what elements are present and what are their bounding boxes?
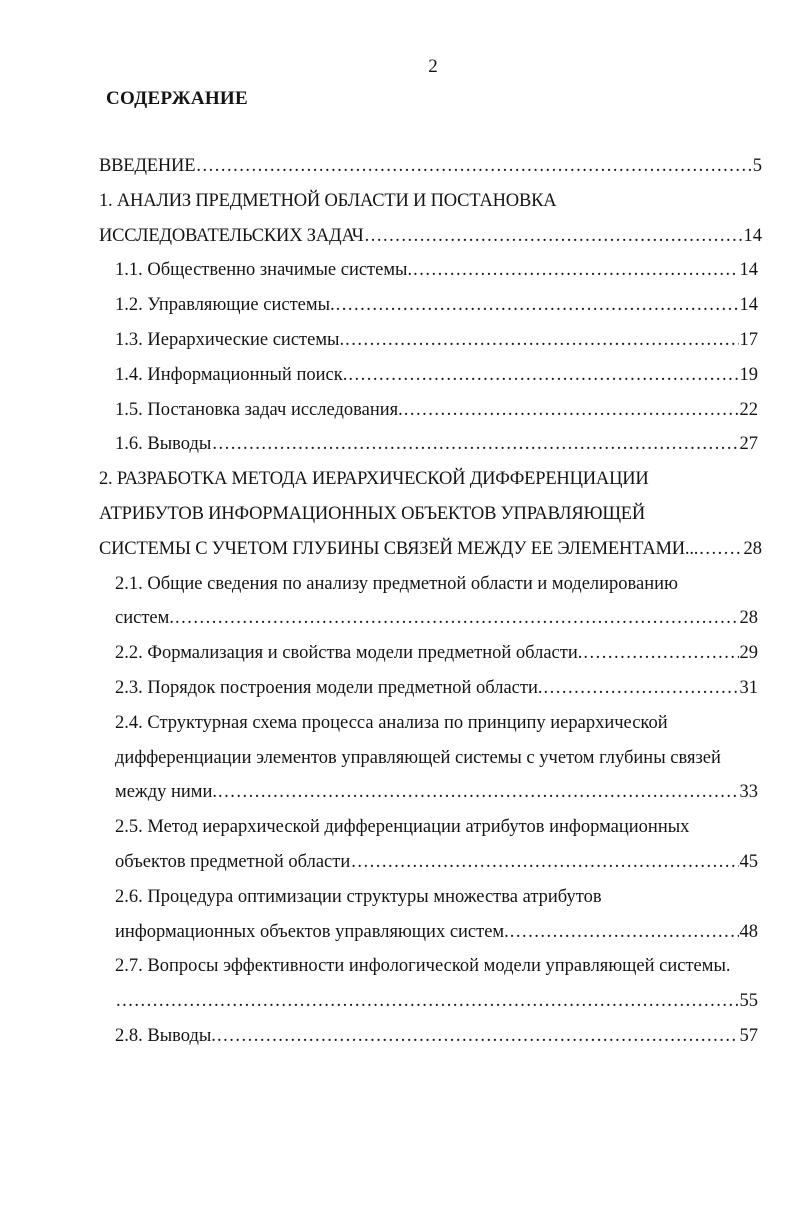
toc-entry-text: 2.8. Выводы. [115, 1025, 216, 1046]
page-number: 2 [428, 56, 438, 77]
toc-entry-text: 2.1. Общие сведения по анализу предметной области и моделированию [115, 573, 678, 594]
toc-entry-text: 2.4. Структурная схема процесса анализа по принципу иерархической [115, 712, 668, 733]
toc-page-number: 17 [739, 329, 758, 350]
toc-page-number: 31 [739, 677, 758, 698]
dot-leader [116, 984, 739, 1019]
toc-entry-text: ВВЕДЕНИЕ [99, 156, 196, 176]
dot-leader [175, 601, 739, 636]
toc-page-number: 55 [739, 991, 758, 1012]
dot-leader [218, 775, 738, 810]
toc-entry-text: между ними. [115, 782, 218, 803]
toc-entry[interactable] [0, 671, 799, 706]
toc-page-number: 5 [752, 156, 762, 176]
toc-entry[interactable] [0, 880, 799, 950]
dot-leader [413, 253, 738, 288]
toc-entry-text: 1.2. Управляющие системы. [115, 295, 335, 316]
toc-entry-text: дифференциации элементов управляющей системы с учетом глубины связей [115, 747, 721, 768]
dot-leader [351, 845, 738, 880]
dot-leader [217, 1019, 739, 1054]
toc-page-number: 29 [739, 643, 758, 664]
toc-entry[interactable] [0, 706, 799, 810]
toc-entry[interactable] [0, 427, 799, 462]
toc-page-number: 45 [739, 851, 758, 872]
dot-leader [336, 288, 739, 323]
toc-entry-text: 2.6. Процедура оптимизации структуры множества атрибутов [115, 886, 602, 907]
table-of-contents [0, 149, 799, 1054]
toc-entry[interactable] [0, 1019, 799, 1054]
toc-entry[interactable] [0, 358, 799, 393]
toc-entry-text: 2.3. Порядок построения модели предметной области. [115, 677, 543, 698]
toc-entry-text: ИССЛЕДОВАТЕЛЬСКИХ ЗАДАЧ [99, 225, 364, 246]
dot-leader [583, 636, 738, 671]
dot-leader [212, 427, 738, 462]
dot-leader [345, 323, 738, 358]
toc-entry-text: СИСТЕМЫ С УЧЕТОМ ГЛУБИНЫ СВЯЗЕЙ МЕЖДУ ЕЕ ЭЛЕМЕНТАМИ... [99, 538, 699, 559]
toc-entry[interactable] [0, 149, 799, 184]
toc-entry[interactable] [0, 636, 799, 671]
toc-entry[interactable] [0, 949, 799, 1019]
dot-leader [196, 149, 751, 184]
toc-page-number: 28 [739, 608, 758, 629]
toc-page-number: 14 [743, 225, 762, 246]
toc-entry[interactable] [0, 288, 799, 323]
toc-entry-text: информационных объектов управляющих систем. [115, 921, 509, 942]
toc-entry-text: 2.5. Метод иерархической дифференциации атрибутов информационных [115, 817, 690, 838]
dot-leader [348, 358, 738, 393]
toc-entry-text: 1.3. Иерархические системы. [115, 329, 345, 350]
dot-leader [544, 671, 739, 706]
toc-title: СОДЕРЖАНИЕ [106, 88, 248, 109]
toc-page-number: 22 [739, 399, 758, 420]
toc-entry[interactable] [0, 393, 799, 428]
toc-entry[interactable] [0, 567, 799, 637]
toc-entry-text: 2. РАЗРАБОТКА МЕТОДА ИЕРАРХИЧЕСКОЙ ДИФФЕРЕНЦИАЦИИ [99, 469, 649, 490]
toc-page-number: 14 [739, 260, 758, 281]
toc-entry-text: систем. [115, 608, 174, 629]
toc-entry-text: 2.2. Формализация и свойства модели предметной области. [115, 643, 583, 664]
dot-leader [510, 915, 739, 950]
toc-entry-text: 1. АНАЛИЗ ПРЕДМЕТНОЙ ОБЛАСТИ И ПОСТАНОВКА [99, 190, 557, 211]
toc-page-number: 28 [743, 538, 762, 559]
toc-entry-text: 1.5. Постановка задач исследования. [115, 399, 403, 420]
toc-entry[interactable] [0, 323, 799, 358]
toc-entry-text: 1.6. Выводы [115, 434, 212, 455]
toc-entry[interactable] [0, 462, 799, 566]
toc-page-number: 14 [739, 295, 758, 316]
toc-page-number: 27 [739, 434, 758, 455]
toc-entry-text: 1.1. Общественно значимые системы. [115, 260, 413, 281]
toc-entry-text: объектов предметной области [115, 851, 351, 872]
toc-page-number: 19 [739, 364, 758, 385]
toc-entry-text: 2.7. Вопросы эффективности инфологической модели управляющей системы. [115, 956, 731, 977]
toc-entry-text: АТРИБУТОВ ИНФОРМАЦИОННЫХ ОБЪЕКТОВ УПРАВЛЯЮЩЕЙ [99, 503, 646, 524]
dot-leader [699, 532, 742, 567]
dot-leader [404, 393, 739, 428]
toc-page-number: 33 [739, 782, 758, 803]
toc-entry-text: 1.4. Информационный поиск. [115, 364, 348, 385]
toc-entry[interactable] [0, 184, 799, 254]
toc-page-number: 48 [739, 921, 758, 942]
toc-entry[interactable] [0, 253, 799, 288]
toc-entry[interactable] [0, 810, 799, 880]
dot-leader [365, 219, 743, 254]
toc-page-number: 57 [739, 1025, 758, 1046]
